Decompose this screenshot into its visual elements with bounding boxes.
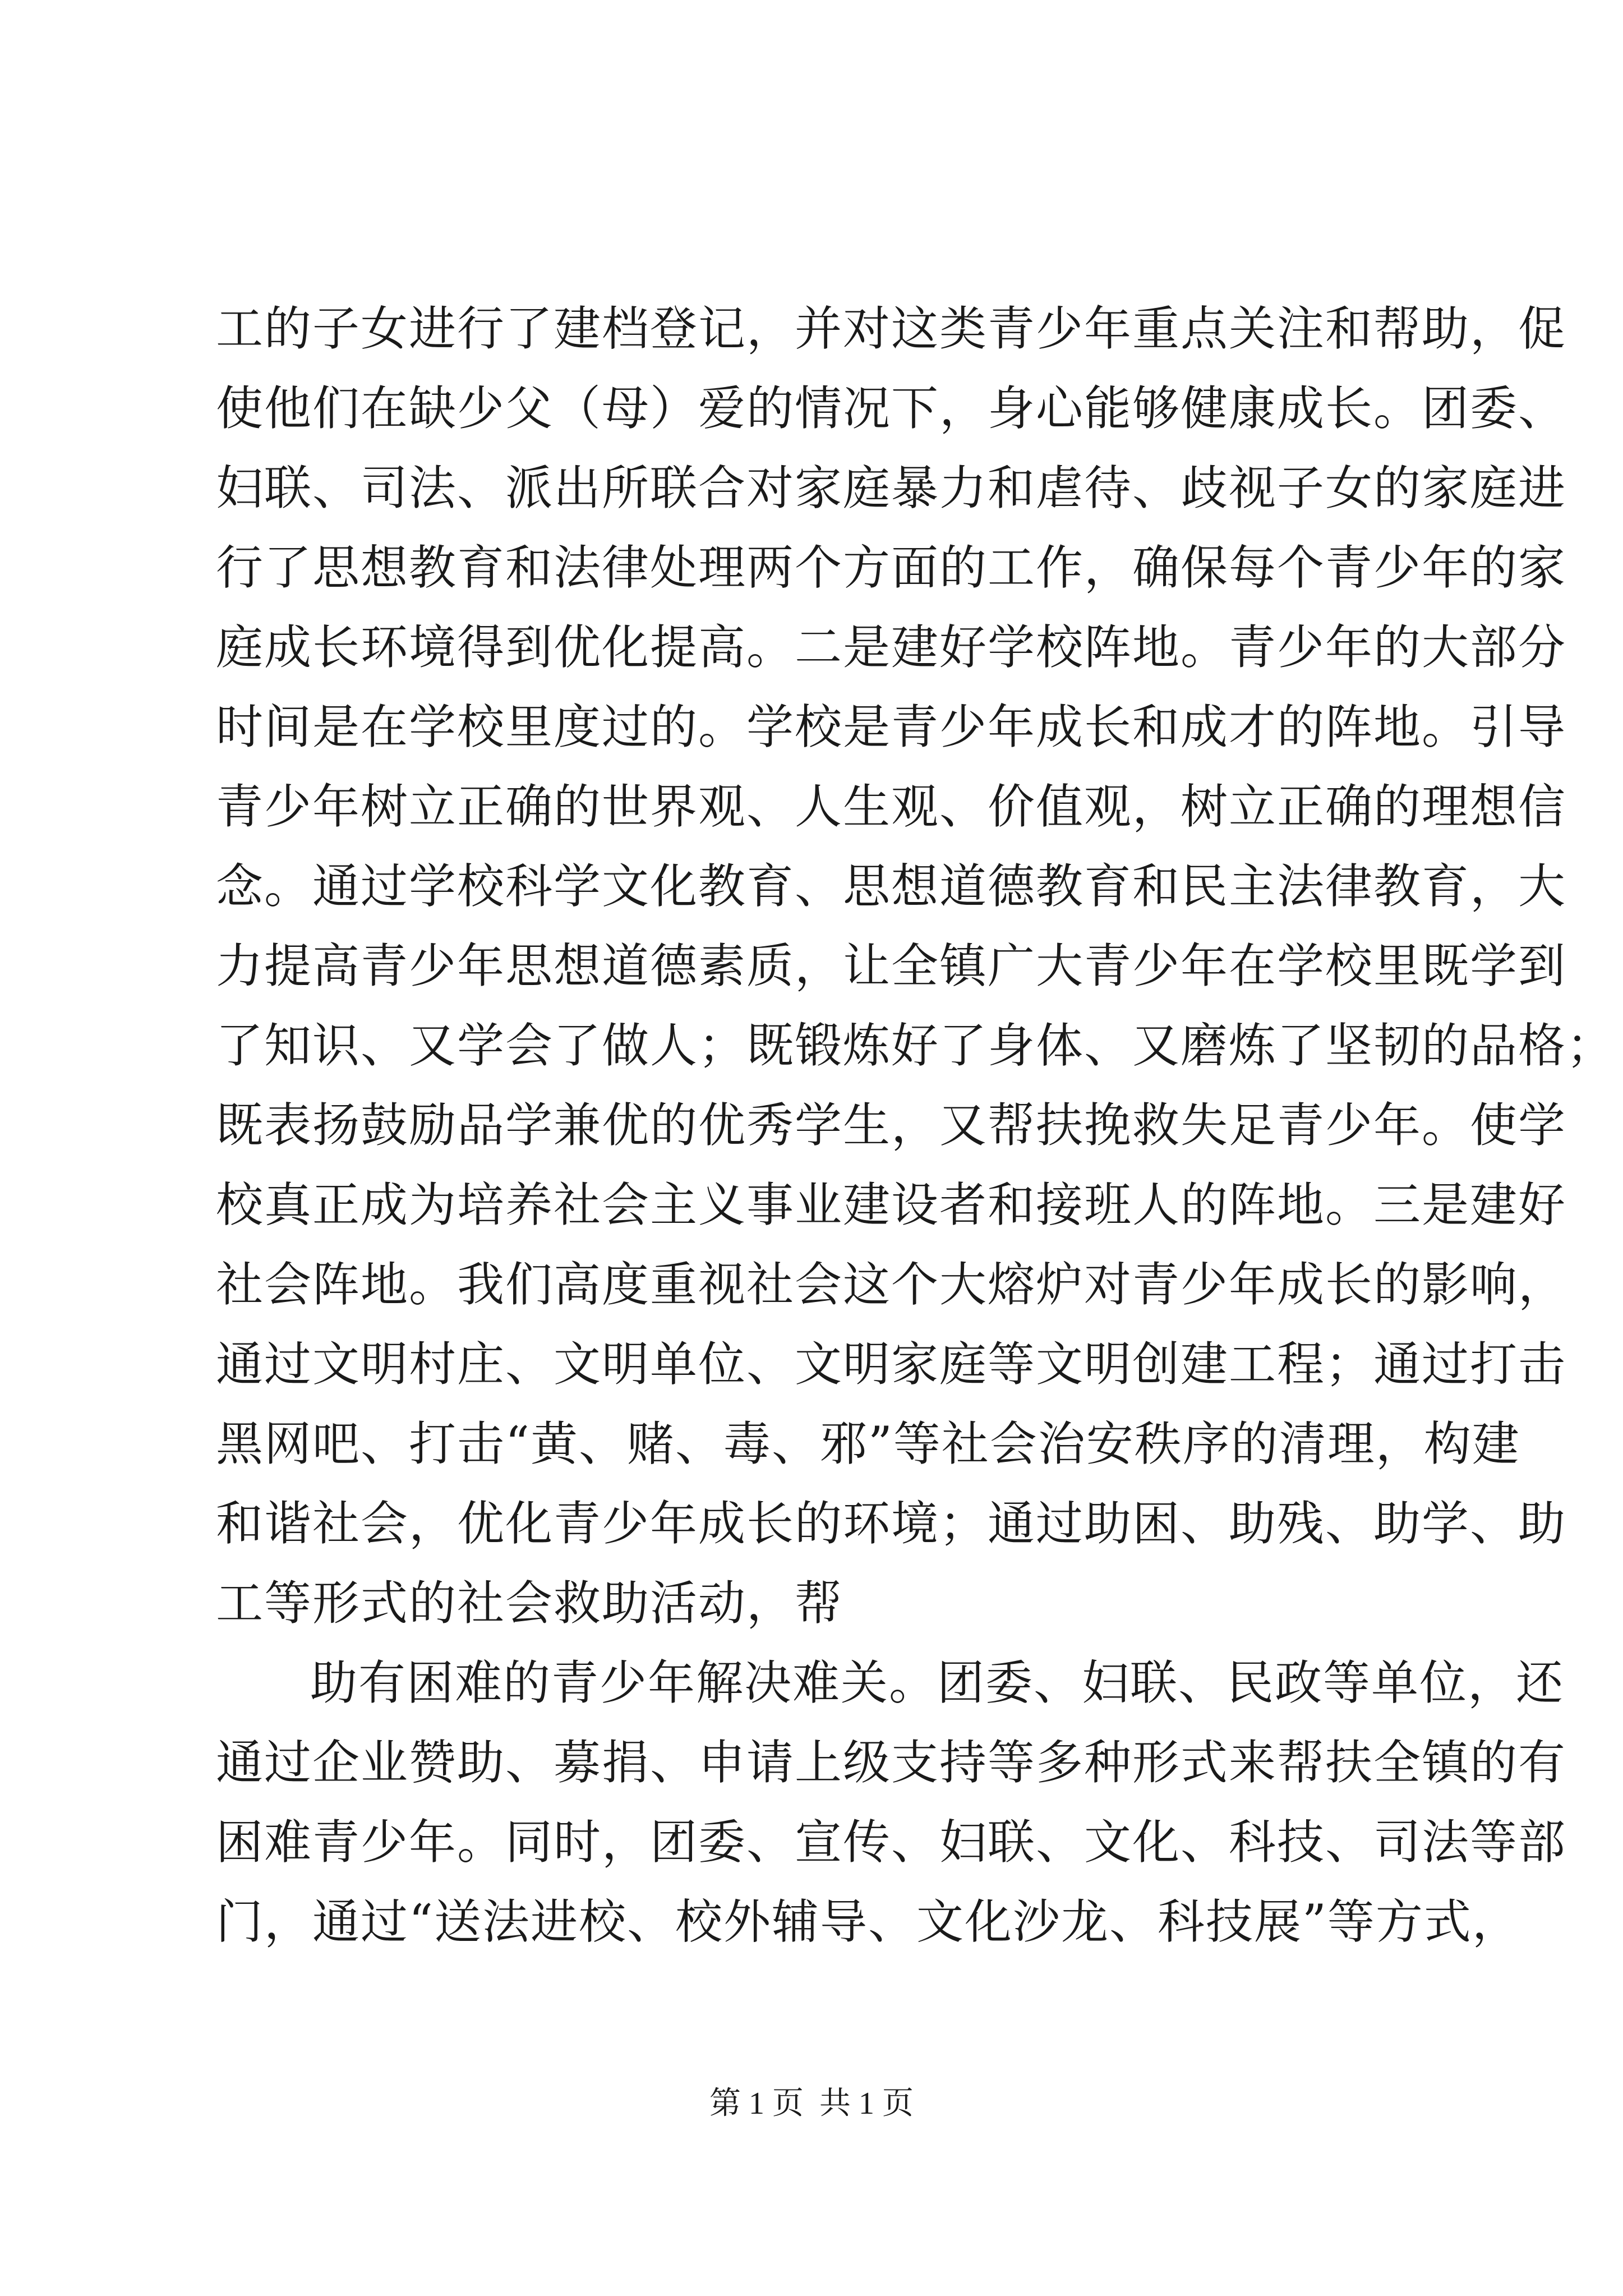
text-line-6: 时间是在学校里度过的。学校是青少年成长和成才的阵地。引导 [216, 700, 1567, 754]
text-line-7: 青少年树立正确的世界观、人生观、价值观，树立正确的理想信 [216, 779, 1567, 834]
body-text [216, 289, 1615, 1962]
text-line-17: 工等形式的社会救助活动，帮 [216, 1576, 843, 1631]
page-footer [0, 2081, 1623, 2126]
page-number-label: 第 1 页 共 1 页 [709, 2086, 914, 2121]
text-line-14: 通过文明村庄、文明单位、文明家庭等文明创建工程；通过打击 [216, 1337, 1567, 1392]
text-line-5: 庭成长环境得到优化提高。二是建好学校阵地。青少年的大部分 [216, 620, 1567, 675]
text-line-19: 通过企业赞助、募捐、申请上级支持等多种形式来帮扶全镇的有 [216, 1735, 1567, 1790]
text-line-13: 社会阵地。我们高度重视社会这个大熔炉对青少年成长的影响， [216, 1257, 1567, 1312]
text-line-3: 妇联、司法、派出所联合对家庭暴力和虐待、歧视子女的家庭进 [216, 461, 1567, 516]
text-line-4: 行了思想教育和法律处理两个方面的工作，确保每个青少年的家 [216, 540, 1567, 595]
text-line-11: 既表扬鼓励品学兼优的优秀学生，又帮扶挽救失足青少年。使学 [216, 1098, 1567, 1153]
text-line-9: 力提高青少年思想道德素质，让全镇广大青少年在学校里既学到 [216, 938, 1567, 993]
text-line-20: 困难青少年。同时，团委、宣传、妇联、文化、科技、司法等部 [216, 1815, 1567, 1870]
text-line-21: 门，通过“送法进校、校外辅导、文化沙龙、科技展”等方式， [216, 1894, 1520, 1949]
text-line-12: 校真正成为培养社会主义事业建设者和接班人的阵地。三是建好 [216, 1177, 1567, 1232]
text-line-1: 工的子女进行了建档登记，并对这类青少年重点关注和帮助，促 [216, 301, 1567, 356]
text-line-18: 助有困难的青少年解决难关。团委、妇联、民政等单位，还 [310, 1655, 1565, 1710]
text-line-16: 和谐社会，优化青少年成长的环境；通过助困、助残、助学、助 [216, 1496, 1567, 1551]
text-line-2: 使他们在缺少父（母）爱的情况下，身心能够健康成长。团委、 [216, 381, 1567, 436]
text-line-15: 黑网吧、打击“黄、赌、毒、邪”等社会治安秩序的清理，构建 [216, 1416, 1520, 1471]
text-line-10: 了知识、又学会了做人；既锻炼好了身体、又磨炼了坚韧的品格； [216, 1018, 1615, 1073]
text-line-8: 念。通过学校科学文化教育、思想道德教育和民主法律教育，大 [216, 859, 1567, 914]
